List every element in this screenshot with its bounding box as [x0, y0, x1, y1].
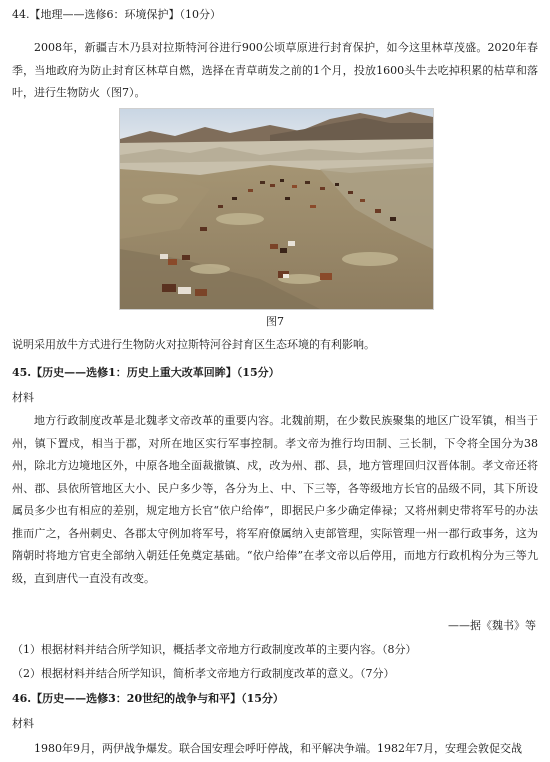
- q44-paragraph: 2008年，新疆吉木乃县对拉斯特河谷进行900公顷草原进行封育保护，如今这里林草茂盛。2020年春季，当地政府为防止封育区林草自燃，选择在青草萌发之前的1个月，投放1600头牛去吃掉积累的枯草和落叶，进行生物防火（图7）。: [12, 41, 538, 99]
- q46-material-label: 材料: [12, 717, 34, 730]
- q45-heading: 45.【历史——选修1：历史上重大改革回眸】（15分）: [12, 366, 280, 379]
- q45-material-paragraph: 地方行政制度改革是北魏孝文帝改革的重要内容。北魏前期，在少数民族聚集的地区广设军镇，相当于州，镇下置戍，相当于郡，对所在地区实行军事控制。孝文帝为推行均田制、三长制，下令将全国分为38州，除北方边境地区外，中原各地全面裁撤镇、戍，改为州、郡、县，地方管理回归汉晋体制。孝文帝还将州、郡、县依所管地区大小、民户多少等，各分为上、中、下三等，各等级地方长官的品级不同，其下所设属员多少也有相应的差别，规定地方长官“依户给俸”，即据民户多少确定俸禄；又将州刺史带将军号的办法推而广之，各州刺史、各郡太守例加将军号，将军府僚属纳入吏部管理，实际管理一州一郡行政事务，这为隋朝时将地方官吏全部纳入朝廷任免奠定基础。“依户给俸”在孝文帝以后停用，而地方行政机构分为三等九级，直到唐代一直没有改变。: [12, 414, 538, 585]
- q44-heading: 44.【地理——选修6：环境保护】（10分）: [12, 8, 221, 21]
- q46-heading: 46.【历史——选修3：20世纪的战争与和平】（15分）: [12, 692, 284, 705]
- q45-subquestion-1: （1）根据材料并结合所学知识，概括孝文帝地方行政制度改革的主要内容。（8分）: [12, 643, 417, 656]
- q45-subquestion-2: （2）根据材料并结合所学知识，简析孝文帝地方行政制度改革的意义。（7分）: [12, 667, 395, 680]
- figure-7-photo: [119, 108, 434, 310]
- figure-7-caption: 图7: [266, 315, 284, 328]
- q46-material-paragraph: 1980年9月，两伊战争爆发。联合国安理会呼吁停战，和平解决争端。1982年7月，安理会敦促交战: [34, 742, 522, 755]
- q45-material-label: 材料: [12, 391, 34, 404]
- q45-source: ——据《魏书》等: [448, 619, 536, 632]
- q44-question: 说明采用放牛方式进行生物防火对拉斯特河谷封育区生态环境的有利影响。: [12, 338, 375, 351]
